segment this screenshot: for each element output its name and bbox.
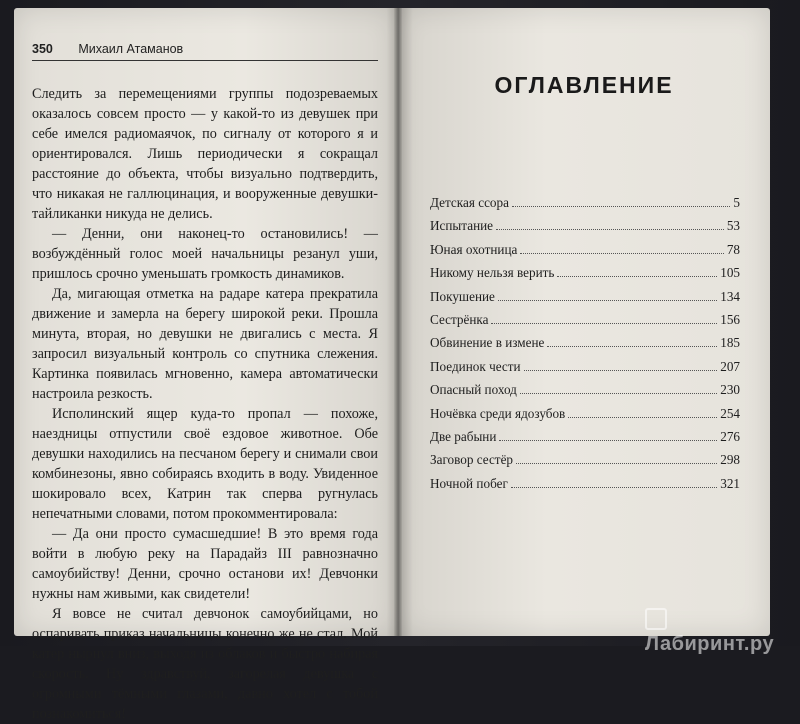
toc-entry — [430, 289, 740, 312]
toc-leader-dots — [491, 323, 717, 324]
toc-entry-page: 298 — [720, 452, 740, 468]
paragraph: Исполинский ящер куда-то пропал — похоже, наездницы отпустили своё ездовое животное. Обе девушки находились на песчаном берегу и снимали свои комбинезоны, явно собираясь входить в воду. Увиденное шокировало всех, Катрин так сперва ругнулась непечатными словами, потом прокомментировала: — [32, 406, 378, 522]
toc-entry — [430, 265, 740, 288]
toc-entry-title: Ночёвка среди ядозубов — [430, 405, 566, 421]
toc-leader-dots — [498, 300, 717, 301]
toc-entry — [430, 359, 740, 382]
toc-entry-page: 156 — [720, 311, 740, 327]
toc-leader-dots — [520, 393, 717, 394]
paragraph: Следить за перемещениями группы подозреваемых оказалось совсем просто — у какой-то из девушек при себе имелся радиомаячок, по сигналу от которого я и ориентировался. Лишь периодически я сокращал расстояние до объекта, чтобы визуально подтвердить, что никакая не галлюцинация, и вооруженные девушки-тайликанки никуда не делись. — [32, 86, 378, 222]
toc-entry — [430, 452, 740, 475]
labirint-logo-icon — [645, 608, 667, 630]
toc-entry-title: Сестрёнка — [430, 311, 489, 327]
toc-entry-page: 105 — [720, 265, 740, 281]
toc-leader-dots — [524, 370, 718, 371]
toc-entry — [430, 382, 740, 405]
toc-title: ОГЛАВЛЕНИЕ — [494, 72, 674, 98]
watermark — [645, 608, 800, 656]
toc-entry-page: 78 — [726, 241, 740, 257]
toc-leader-dots — [512, 206, 730, 207]
toc-entry — [430, 218, 740, 241]
toc-entry-page: 5 — [733, 195, 740, 210]
watermark-text: Лабиринт.ру — [645, 633, 775, 655]
toc-leader-dots — [499, 440, 717, 441]
toc-entry — [430, 312, 740, 335]
page-number: 350 — [32, 42, 53, 56]
toc-leader-dots — [516, 463, 717, 464]
page-body-text — [32, 84, 378, 724]
toc-entry — [430, 476, 740, 499]
toc-entry-page: 230 — [720, 382, 740, 398]
paragraph: Я вовсе не считал девчонок самоубийцами, но оспаривать приказ начальницы конечно же не стал. Мой катер нырнул вниз, выходя из облаков и быстро набирая скорость. Ну здравствуй, загорелая девушка с огромными тёмными глазами, давно хотел с тобой познакомиться! — [32, 606, 378, 722]
toc-entry-title: Юная охотница — [430, 241, 518, 257]
toc-entry-title: Детская ссора — [430, 195, 509, 210]
paragraph: — Да они просто сумасшедшие! В это время года войти в любую реку на Парадайз III равнозначно самоубийству! Денни, срочно останови их! Девчонки нужны нам живыми, как свидетели! — [32, 526, 378, 602]
toc-entry-page: 185 — [720, 335, 740, 351]
toc-entry — [430, 335, 740, 358]
toc-entry-title: Испытание — [430, 218, 494, 234]
toc-entry-title: Покушение — [430, 288, 495, 304]
paragraph: Да, мигающая отметка на радаре катера прекратила движение и замерла на берегу широкой реки. Прошла минута, вторая, но девушки не двигались с места. Я запросил визуальный контроль со спутника слежения. Картинка появилась мгновенно, камера автоматически настроила резкость. — [32, 286, 378, 402]
toc-entry-page: 321 — [720, 475, 740, 491]
toc-entry-title: Никому нельзя верить — [430, 265, 555, 281]
toc-leader-dots — [568, 417, 717, 418]
toc-leader-dots — [511, 487, 717, 488]
toc-leader-dots — [496, 229, 724, 230]
toc-entry-title: Обвинение в измене — [430, 335, 545, 351]
toc-entry-page: 254 — [720, 405, 740, 421]
toc-entry-page: 134 — [720, 288, 740, 304]
toc-entry-title: Ночной побег — [430, 475, 508, 491]
toc-entry-page: 276 — [720, 428, 740, 444]
toc-entry-page: 53 — [726, 218, 740, 234]
toc-entry-title: Опасный поход — [430, 382, 517, 398]
toc-entry — [430, 429, 740, 452]
table-of-contents — [430, 195, 740, 499]
toc-entry-title: Две рабыни — [430, 428, 497, 444]
toc-entry — [430, 195, 740, 218]
toc-entry — [430, 406, 740, 429]
author-name: Михаил Атаманов — [78, 42, 184, 56]
toc-entry-title: Заговор сестёр — [430, 452, 514, 468]
toc-entry-title: Поединок чести — [430, 358, 521, 374]
paragraph: — Денни, они наконец-то остановились! — возбуждённый голос моей начальницы резанул уши, пришлось срочно уменьшать громкость динамиков. — [32, 226, 378, 282]
toc-leader-dots — [557, 276, 717, 277]
toc-leader-dots — [547, 346, 717, 347]
toc-leader-dots — [520, 253, 723, 254]
toc-entry-page: 207 — [720, 358, 740, 374]
toc-entry — [430, 242, 740, 265]
running-head — [32, 42, 378, 61]
book-gutter — [394, 8, 402, 636]
